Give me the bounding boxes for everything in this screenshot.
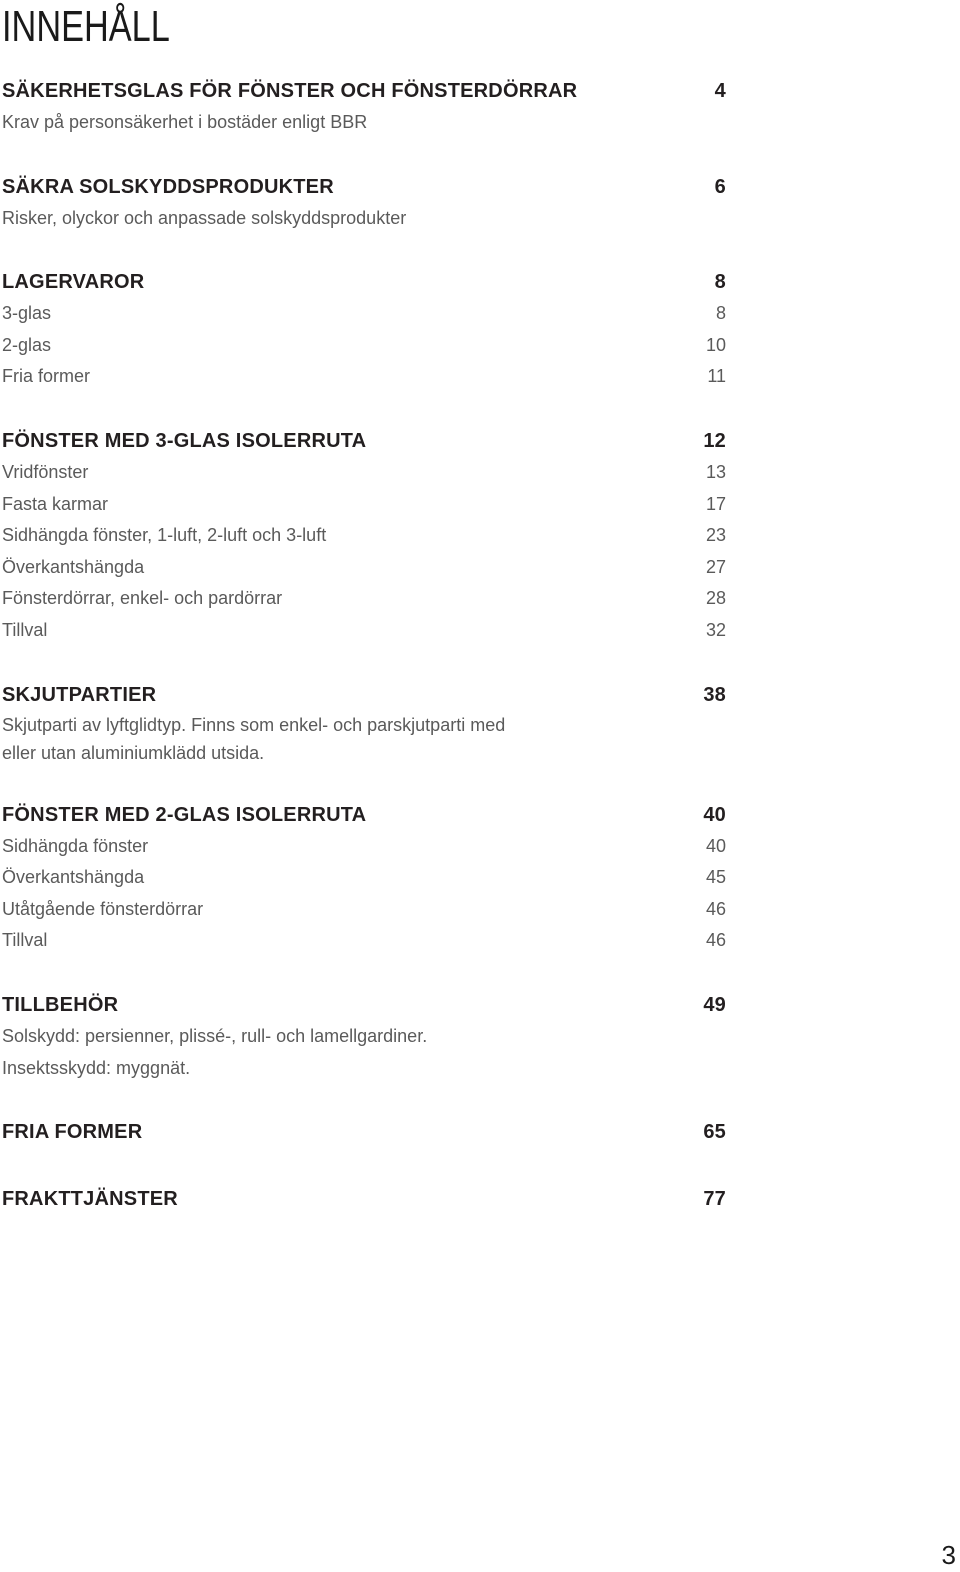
toc-heading-label: FRAKTTJÄNSTER <box>2 1188 178 1211</box>
toc-item-page: 27 <box>705 556 726 577</box>
toc-section-sun-protection <box>2 172 726 235</box>
toc-heading-page: 8 <box>714 271 726 294</box>
toc-item-page: 45 <box>705 867 726 888</box>
toc-heading-row[interactable] <box>2 1117 726 1148</box>
toc-heading-page: 77 <box>703 1188 726 1211</box>
toc-section-description: Skjutparti av lyftglidtyp. Finns som enkel- och parskjutparti med eller utan aluminiumklädd utsida. <box>2 714 506 763</box>
toc-item-row[interactable] <box>2 583 726 615</box>
toc-heading-page: 12 <box>703 429 726 452</box>
toc-heading-row[interactable] <box>2 426 726 457</box>
toc-item-label: Fasta karmar <box>2 493 109 514</box>
toc-section-accessories <box>2 990 726 1084</box>
toc-item-label: Tillval <box>2 930 48 951</box>
toc-item-row[interactable] <box>2 615 726 647</box>
toc-item-row[interactable] <box>2 361 726 393</box>
toc-item-row[interactable] <box>2 520 726 552</box>
toc-item-label: 2-glas <box>2 334 52 355</box>
toc-item-label: Utåtgående fönsterdörrar <box>2 898 204 919</box>
toc-section-description: Solskydd: persienner, plissé-, rull- och lamellgardiner. <box>2 1025 428 1046</box>
toc-section-3-glass-windows <box>2 426 726 647</box>
toc-item-page: 28 <box>705 588 726 609</box>
toc-item-page: 46 <box>705 898 726 919</box>
toc-item-label: Fönsterdörrar, enkel- och pardörrar <box>2 588 283 609</box>
toc-heading-label: SKJUTPARTIER <box>2 683 157 706</box>
toc-item-label: Överkantshängda <box>2 556 145 577</box>
toc-item-page: 13 <box>705 461 726 482</box>
toc-heading-row[interactable] <box>2 1184 726 1215</box>
toc-item-label: Tillval <box>2 619 48 640</box>
toc-section-stock-items <box>2 267 726 393</box>
toc-section-safety-glass <box>2 76 726 139</box>
toc-item-label: Överkantshängda <box>2 867 145 888</box>
toc-section-description: Insektsskydd: myggnät. <box>2 1057 191 1078</box>
toc-heading-row[interactable] <box>2 76 726 107</box>
toc-heading-page: 38 <box>703 683 726 706</box>
toc-heading-label: LAGERVAROR <box>2 271 145 294</box>
toc-item-row[interactable] <box>2 894 726 926</box>
toc-section-2-glass-windows <box>2 800 726 957</box>
toc-item-row[interactable] <box>2 489 726 521</box>
toc-heading-row[interactable] <box>2 800 726 831</box>
toc-heading-row[interactable] <box>2 680 726 711</box>
toc-item-label: Fria former <box>2 366 91 387</box>
toc-item-row[interactable] <box>2 552 726 584</box>
toc-item-page: 10 <box>705 334 726 355</box>
toc-item-label: Sidhängda fönster <box>2 835 149 856</box>
toc-heading-page: 49 <box>703 993 726 1016</box>
toc-heading-label: FÖNSTER MED 2-GLAS ISOLERRUTA <box>2 803 367 826</box>
toc-heading-page: 4 <box>714 80 726 102</box>
toc-item-row[interactable] <box>2 298 726 330</box>
toc-heading-row[interactable] <box>2 990 726 1021</box>
toc-item-page: 23 <box>705 525 726 546</box>
toc-item-row[interactable] <box>2 862 726 894</box>
toc-section-description: Krav på personsäkerhet i bostäder enligt BBR <box>2 112 368 132</box>
toc-item-page: 8 <box>715 303 726 324</box>
toc-heading-label: FÖNSTER MED 3-GLAS ISOLERRUTA <box>2 429 367 452</box>
toc-section-free-forms <box>2 1117 726 1148</box>
toc-item-page: 46 <box>705 930 726 951</box>
page-number: 3 <box>941 1540 956 1570</box>
toc-item-page: 17 <box>705 493 726 514</box>
toc-item-row[interactable] <box>2 457 726 489</box>
table-of-contents <box>2 76 726 1248</box>
toc-heading-label: FRIA FORMER <box>2 1121 143 1144</box>
toc-item-row[interactable] <box>2 330 726 362</box>
toc-heading-page: 65 <box>703 1121 726 1144</box>
toc-section-freight <box>2 1184 726 1215</box>
toc-heading-row[interactable] <box>2 172 726 203</box>
toc-item-label: Vridfönster <box>2 461 89 482</box>
toc-heading-label: SÄKERHETSGLAS FÖR FÖNSTER OCH FÖNSTERDÖRRAR <box>2 80 578 102</box>
toc-item-row[interactable] <box>2 831 726 863</box>
toc-item-page: 32 <box>705 619 726 640</box>
toc-heading-page: 40 <box>703 803 726 826</box>
toc-heading-label: SÄKRA SOLSKYDDSPRODUKTER <box>2 175 334 198</box>
toc-heading-row[interactable] <box>2 267 726 298</box>
page-title: INNEHÅLL <box>2 2 170 51</box>
toc-heading-label: TILLBEHÖR <box>2 993 119 1016</box>
toc-item-page: 11 <box>707 366 726 387</box>
toc-section-sliding-doors <box>2 680 726 767</box>
toc-section-description: Risker, olyckor och anpassade solskyddsprodukter <box>2 207 407 228</box>
toc-heading-page: 6 <box>714 175 726 198</box>
toc-item-label: Sidhängda fönster, 1-luft, 2-luft och 3-luft <box>2 525 327 546</box>
toc-item-page: 40 <box>705 835 726 856</box>
toc-item-label: 3-glas <box>2 303 52 324</box>
toc-item-row[interactable] <box>2 925 726 957</box>
